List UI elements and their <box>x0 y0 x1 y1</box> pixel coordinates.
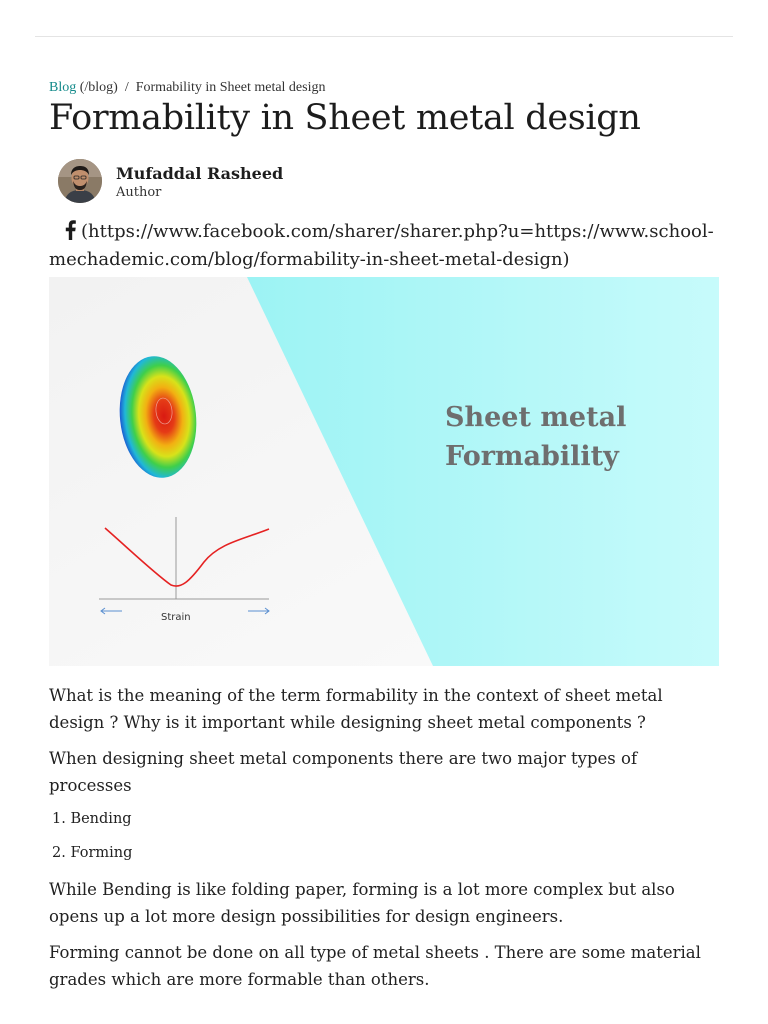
facebook-share-link[interactable]: (https://www.facebook.com/sharer/sharer.php?u=https://www.school-mechademic.com/blog/formability-in-sheet-metal-design) <box>49 221 714 270</box>
list-item: 1. Bending <box>52 811 132 827</box>
hero-title-line2: Formability <box>445 441 619 472</box>
process-list <box>52 808 721 864</box>
paragraph-intro: What is the meaning of the term formability in the context of sheet metal design ? Why is it important while designing sheet metal components ? <box>49 686 663 732</box>
list-item: 2. Forming <box>52 845 133 861</box>
paragraph-processes: When designing sheet metal components there are two major types of processes <box>49 749 638 795</box>
breadcrumb <box>49 80 326 96</box>
paragraph-bending-vs-forming: While Bending is like folding paper, forming is a lot more complex but also opens up a lot more design possibilities for design engineers. <box>49 880 675 926</box>
hero-title-line1: Sheet metal <box>445 402 627 433</box>
breadcrumb-current: Formability in Sheet metal design <box>135 80 326 95</box>
hero-illustration <box>49 277 719 666</box>
breadcrumb-blog-link[interactable]: Blog <box>49 80 77 95</box>
strain-axis-label: Strain <box>161 612 191 623</box>
page-title: Formability in Sheet metal design <box>49 98 641 138</box>
facebook-icon[interactable] <box>63 220 77 240</box>
hero-image <box>49 277 719 666</box>
author-role: Author <box>116 185 162 200</box>
author-name[interactable]: Mufaddal Rasheed <box>116 164 284 183</box>
breadcrumb-blog-path: (/blog) <box>79 80 118 95</box>
facebook-share[interactable] <box>49 218 719 276</box>
article-body <box>49 682 721 1002</box>
breadcrumb-separator: / <box>124 80 129 95</box>
paragraph-material-grades: Forming cannot be done on all type of metal sheets . There are some material grades which are more formable than others. <box>49 943 701 989</box>
header-divider <box>35 36 733 37</box>
author-avatar <box>58 159 102 203</box>
avatar-image <box>58 159 102 203</box>
